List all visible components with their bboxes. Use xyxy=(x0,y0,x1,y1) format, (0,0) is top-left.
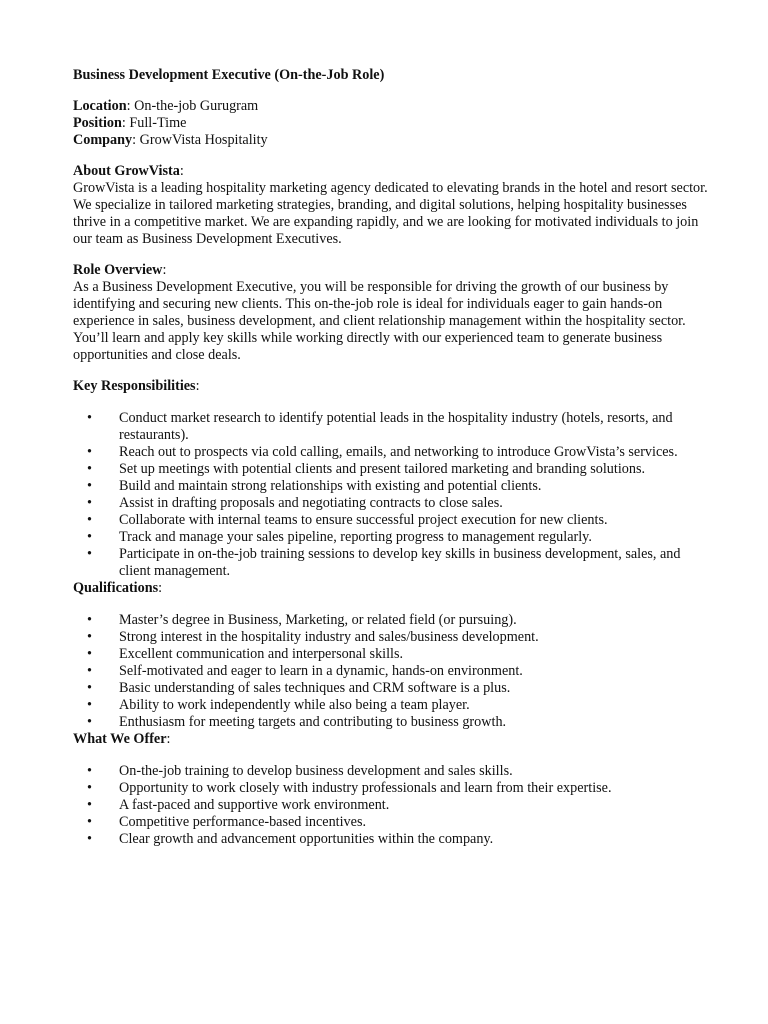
about-section xyxy=(73,163,713,248)
bullet-icon: • xyxy=(87,478,92,494)
list-item-text: Collaborate with internal teams to ensure successful project execution for new clients. xyxy=(119,512,608,528)
about-text: GrowVista is a leading hospitality marketing agency dedicated to elevating brands in the hotel and resort sector. We specialize in tailored marketing strategies, branding, and digital solutions, helping hospitality businesses thrive in a competitive market. We are expanding rapidly, and we are looking for motivated individuals to join our team as Business Development Executives. xyxy=(73,180,708,247)
bullet-icon: • xyxy=(87,663,92,679)
overview-heading xyxy=(73,262,713,279)
bullet-icon: • xyxy=(87,546,92,562)
list-item-text: Competitive performance-based incentives. xyxy=(119,814,367,830)
responsibilities-list xyxy=(73,410,713,580)
bullet-icon: • xyxy=(87,629,92,645)
list-item xyxy=(73,714,713,731)
overview-text: As a Business Development Executive, you will be responsible for driving the growth of our business by identifying and securing new clients. This on-the-job role is ideal for individuals eager to gain hands-on experience in sales, business development, and client relationship management within the hospitality sector. You’ll learn and apply key skills while working directly with our experienced team to generate business opportunities and close deals. xyxy=(73,279,686,363)
heading-colon: : xyxy=(158,580,163,596)
list-item xyxy=(73,410,713,444)
meta-label: Location xyxy=(73,98,127,114)
list-item xyxy=(73,546,713,580)
list-item-text: Participate in on-the-job training sessions to develop key skills in business development, sales, and client management. xyxy=(119,546,681,579)
list-item xyxy=(73,646,713,663)
meta-value: Full-Time xyxy=(125,115,187,131)
meta-sep: : xyxy=(132,132,137,148)
bullet-icon: • xyxy=(87,461,92,477)
list-item xyxy=(73,780,713,797)
list-item-text: Reach out to prospects via cold calling, emails, and networking to introduce GrowVista’s services. xyxy=(119,444,678,460)
section-heading-text: About GrowVista xyxy=(73,163,180,179)
responsibilities-heading xyxy=(73,378,713,395)
list-item xyxy=(73,512,713,529)
heading-colon: : xyxy=(166,731,171,747)
heading-colon: : xyxy=(195,378,200,394)
heading-colon: : xyxy=(162,262,167,278)
meta-position xyxy=(73,115,713,132)
list-item-text: Self-motivated and eager to learn in a dynamic, hands-on environment. xyxy=(119,663,523,679)
list-item-text: On-the-job training to develop business development and sales skills. xyxy=(119,763,513,779)
list-item-text: Master’s degree in Business, Marketing, or related field (or pursuing). xyxy=(119,612,517,628)
bullet-icon: • xyxy=(87,495,92,511)
qualifications-heading xyxy=(73,580,713,597)
bullet-icon: • xyxy=(87,646,92,662)
list-item xyxy=(73,680,713,697)
meta-sep: : xyxy=(126,98,131,114)
list-item-text: Basic understanding of sales techniques and CRM software is a plus. xyxy=(119,680,511,696)
qualifications-section xyxy=(73,580,713,731)
bullet-icon: • xyxy=(87,512,92,528)
job-meta xyxy=(73,98,713,149)
list-item xyxy=(73,629,713,646)
list-item-text: Clear growth and advancement opportunities within the company. xyxy=(119,831,494,847)
meta-label: Company xyxy=(73,132,133,148)
bullet-icon: • xyxy=(87,612,92,628)
list-item xyxy=(73,612,713,629)
bullet-icon: • xyxy=(87,814,92,830)
list-item-text: Track and manage your sales pipeline, reporting progress to management regularly. xyxy=(119,529,592,545)
meta-value: GrowVista Hospitality xyxy=(136,132,268,148)
meta-value: On-the-job Gurugram xyxy=(130,98,259,114)
offer-heading xyxy=(73,731,713,748)
section-heading-text: Role Overview xyxy=(73,262,163,278)
list-item-text: Assist in drafting proposals and negotiating contracts to close sales. xyxy=(119,495,503,511)
list-item xyxy=(73,697,713,714)
bullet-icon: • xyxy=(87,714,92,730)
list-item xyxy=(73,763,713,780)
bullet-icon: • xyxy=(87,763,92,779)
list-item xyxy=(73,478,713,495)
bullet-icon: • xyxy=(87,444,92,460)
document-title: Business Development Executive (On-the-Job Role) xyxy=(73,67,385,83)
list-item xyxy=(73,461,713,478)
meta-sep: : xyxy=(121,115,126,131)
list-item-text: Excellent communication and interpersonal skills. xyxy=(119,646,404,662)
bullet-icon: • xyxy=(87,410,92,426)
list-item-text: Opportunity to work closely with industry professionals and learn from their expertise. xyxy=(119,780,612,796)
bullet-icon: • xyxy=(87,797,92,813)
section-heading-text: Key Responsibilities xyxy=(73,378,196,394)
list-item-text: A fast-paced and supportive work environment. xyxy=(119,797,390,813)
list-item-text: Conduct market research to identify potential leads in the hospitality industry (hotels, resorts, and restaurants). xyxy=(119,410,673,443)
list-item-text: Enthusiasm for meeting targets and contributing to business growth. xyxy=(119,714,507,730)
list-item-text: Build and maintain strong relationships with existing and potential clients. xyxy=(119,478,542,494)
qualifications-list xyxy=(73,612,713,731)
spacer xyxy=(73,395,713,410)
bullet-icon: • xyxy=(87,780,92,796)
section-heading-text: What We Offer xyxy=(73,731,167,747)
list-item xyxy=(73,797,713,814)
section-heading-text: Qualifications xyxy=(73,580,159,596)
list-item-text: Set up meetings with potential clients and present tailored marketing and branding solutions. xyxy=(119,461,646,477)
spacer xyxy=(73,748,713,763)
meta-label: Position xyxy=(73,115,122,131)
bullet-icon: • xyxy=(87,831,92,847)
list-item xyxy=(73,814,713,831)
list-item-text: Strong interest in the hospitality industry and sales/business development. xyxy=(119,629,539,645)
bullet-icon: • xyxy=(87,529,92,545)
list-item xyxy=(73,663,713,680)
list-item-text: Ability to work independently while also being a team player. xyxy=(119,697,470,713)
list-item xyxy=(73,831,713,848)
list-item xyxy=(73,444,713,461)
about-heading xyxy=(73,163,713,180)
heading-colon: : xyxy=(179,163,184,179)
meta-company xyxy=(73,132,713,149)
bullet-icon: • xyxy=(87,680,92,696)
list-item xyxy=(73,529,713,546)
responsibilities-section xyxy=(73,378,713,580)
document-body xyxy=(73,67,713,848)
meta-location xyxy=(73,98,713,115)
offer-section xyxy=(73,731,713,848)
offer-list xyxy=(73,763,713,848)
overview-section xyxy=(73,262,713,364)
spacer xyxy=(73,597,713,612)
bullet-icon: • xyxy=(87,697,92,713)
list-item xyxy=(73,495,713,512)
